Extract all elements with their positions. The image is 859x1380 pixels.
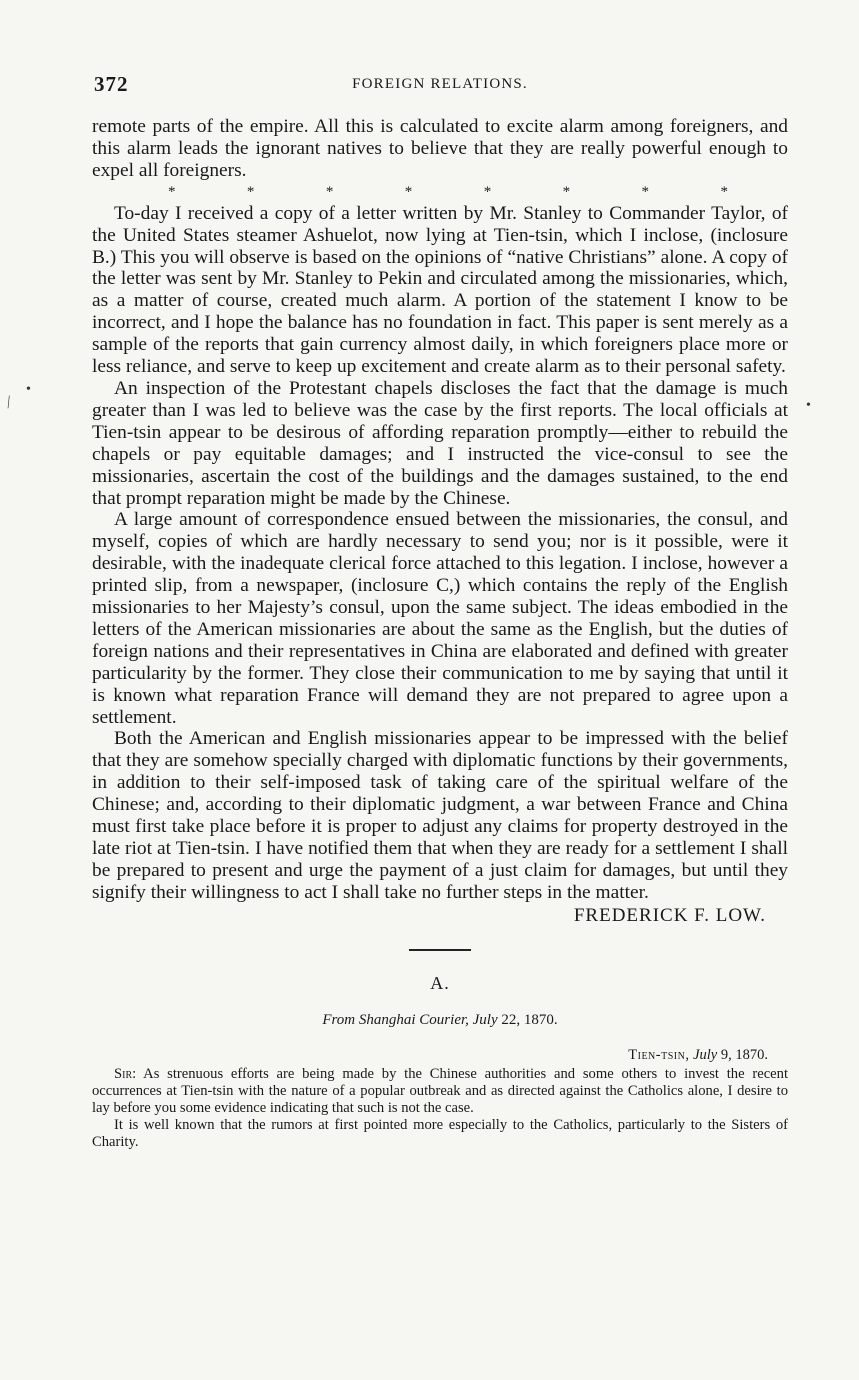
star: * (404, 183, 413, 200)
star: * (246, 183, 255, 200)
source-from: From Shanghai Courier, July (322, 1011, 498, 1028)
source-line (92, 1012, 788, 1029)
signature: FREDERICK F. LOW. (573, 904, 766, 926)
paragraph-continued: remote parts of the empire. All this is calculated to excite alarm among foreigners, and this alarm leads the ignorant natives to believe that they are really powerful enough to expel all foreigners. (92, 116, 788, 181)
star: * (720, 183, 728, 200)
inclosure-letter (92, 1066, 788, 1151)
star: * (168, 183, 176, 200)
dateline-place: Tien-tsin, (628, 1046, 690, 1063)
letter-body (92, 116, 788, 927)
inclosure-paragraph-1 (92, 1066, 788, 1117)
dateline (92, 1047, 788, 1064)
star: * (325, 183, 334, 200)
margin-mark-left-stroke: ⁄ (3, 394, 15, 411)
inclosure-paragraph-1-text: As strenuous efforts are being made by the Chinese authorities and some others to invest the recent occurrences at Tien-tsin with the nature of a popular outbreak and as directed against the Catholics alone, I desire to lay before you some evidence indicating that such is not the case. (92, 1065, 789, 1116)
inclosure-paragraph-2: It is well known that the rumors at first pointed more especially to the Catholics, particularly to the Sisters of Charity. (92, 1116, 788, 1150)
margin-mark-left: • (26, 382, 31, 397)
dateline-date: 9, 1870. (720, 1046, 768, 1063)
dateline-month: July (693, 1046, 718, 1063)
ellipsis-stars (92, 182, 788, 203)
salutation: Sir: (114, 1065, 137, 1082)
page-number: 372 (94, 72, 129, 96)
section-divider (409, 949, 471, 951)
source-date: 22, 1870. (501, 1011, 558, 1028)
paragraph-protestant-chapels: An inspection of the Protestant chapels discloses the fact that the damage is much greater than I was led to believe was the case by the first reports. The local officials at Tien-tsin appear to be desirous of affording reparation promptly—either to rebuild the chapels or pay equitable damages; and I instructed the vice-consul to see the missionaries, ascertain the cost of the buildings and the damages sustained, to the end that prompt reparation might be made by the Chinese. (92, 377, 788, 509)
page (92, 72, 788, 1151)
star: * (562, 183, 571, 200)
page-header (92, 72, 788, 98)
star: * (641, 183, 650, 200)
star: * (483, 183, 492, 200)
paragraph-missionaries: Both the American and English missionaries appear to be impressed with the belief that they are somehow specially charged with diplomatic functions by their governments, in addition to their self-imposed task of taking care of the spiritual welfare of the Chinese; and, according to their diplomatic judgment, a war between France and China must first take place before it is proper to adjust any claims for property destroyed in the late riot at Tien-tsin. I have notified them that when they are ready for a settlement I shall be prepared to present and urge the payment of a just claim for damages, but until they signify their willingness to act I shall take no further steps in the matter. (92, 728, 788, 903)
running-head: FOREIGN RELATIONS. (352, 76, 528, 92)
inclosure-title: A. (430, 972, 450, 993)
margin-mark-right: • (806, 398, 811, 413)
paragraph-stanley-letter: To-day I received a copy of a letter written by Mr. Stanley to Commander Taylor, of the United States steamer Ashuelot, now lying at Tien-tsin, which I inclose, (inclosure B.) This you will observe is based on the opinions of “native Christians” alone. A copy of the letter was sent by Mr. Stanley to Pekin and circulated among the missionaries, which, as a matter of course, created much alarm. A portion of the statement I know to be incorrect, and I hope the balance has no foundation in fact. This paper is sent merely as a sample of the reports that gain currency almost daily, in which foreigners place more or less reliance, and serve to keep up excitement and create alarm as to their personal safety. (92, 202, 788, 378)
paragraph-correspondence: A large amount of correspondence ensued between the missionaries, the consul, and myself, copies of which are hardly necessary to send you; nor is it possible, were it desirable, with the inadequate clerical force attached to this legation. I inclose, however a printed slip, from a newspaper, (inclosure C,) which contains the reply of the English missionaries to her Majesty’s consul, upon the same subject. The ideas embodied in the letters of the American missionaries are about the same as the English, but the duties of foreign nations and their representatives in China are elaborated and defined with greater particularity by the former. They close their communication to me by saying that until it is known what reparation France will demand they are not prepared to agree upon a settlement. (92, 509, 788, 728)
